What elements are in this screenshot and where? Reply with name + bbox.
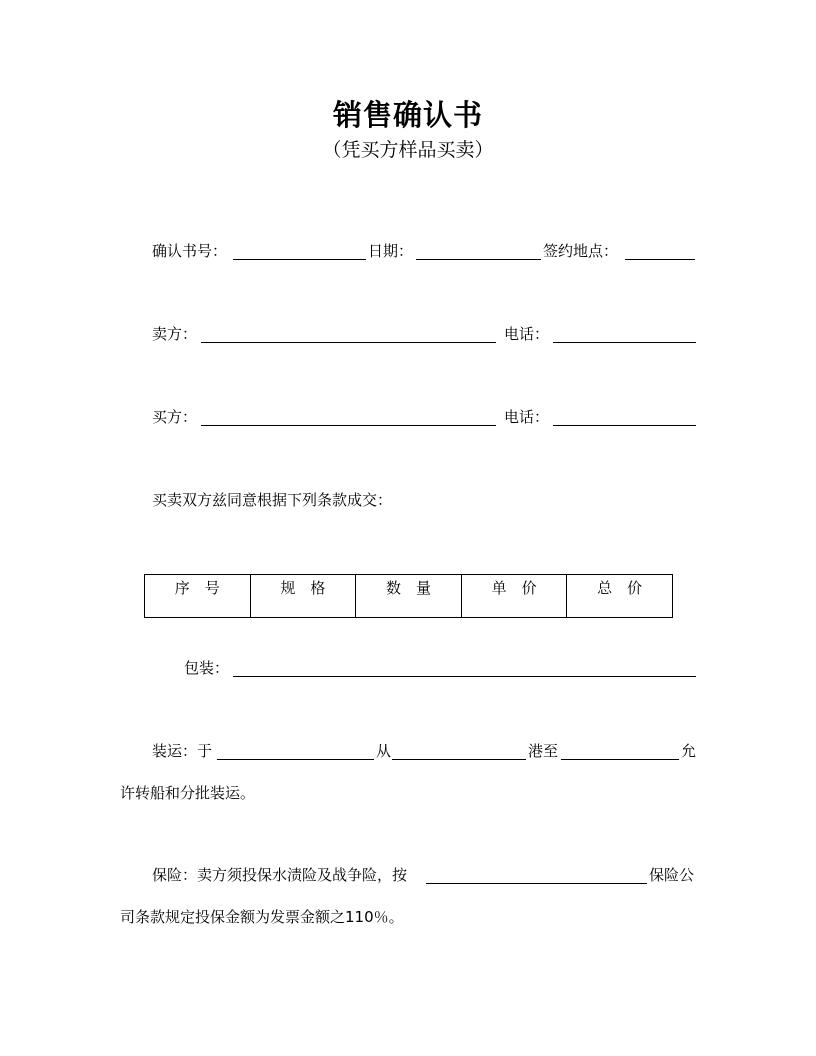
- buyer-phone-field[interactable]: [553, 425, 696, 426]
- goods-table: [144, 574, 673, 618]
- shipping-label: 装运：于: [152, 742, 213, 760]
- shipping-allow-text: 允: [681, 742, 697, 760]
- shipping-line2: 许转船和分批装运。: [120, 784, 256, 802]
- place-label: 签约地点：: [543, 242, 619, 260]
- place-field[interactable]: [625, 259, 695, 260]
- col-header-serial: 序 号: [145, 575, 251, 618]
- seller-phone-label: 电话：: [504, 325, 550, 343]
- shipping-from-text: 从: [376, 742, 392, 760]
- table-header-row: [145, 575, 673, 618]
- confirm-no-label: 确认书号：: [152, 242, 228, 260]
- packing-field[interactable]: [233, 676, 696, 677]
- confirm-no-field[interactable]: [233, 259, 366, 260]
- col-header-quantity: 数 量: [356, 575, 462, 618]
- col-header-unit-price: 单 价: [461, 575, 567, 618]
- shipping-to-text: 港至: [528, 742, 559, 760]
- agreement-text: 买卖双方兹同意根据下列条款成交：: [152, 491, 393, 509]
- insurance-line2: 司条款规定投保金额为发票金额之110％。: [120, 908, 404, 926]
- insurance-company-field[interactable]: [426, 883, 647, 884]
- buyer-phone-label: 电话：: [504, 408, 550, 426]
- insurance-label: 保险：卖方须投保水渍险及战争险，按: [152, 866, 408, 884]
- date-label: 日期：: [368, 242, 414, 260]
- date-field[interactable]: [416, 259, 541, 260]
- seller-field[interactable]: [201, 342, 496, 343]
- buyer-label: 买方：: [152, 408, 198, 426]
- shipping-from-field[interactable]: [392, 759, 526, 760]
- shipping-time-field[interactable]: [217, 759, 374, 760]
- insurance-company-text: 保险公: [649, 866, 695, 884]
- page-title: 销售确认书: [332, 98, 483, 132]
- packing-label: 包装：: [184, 659, 230, 677]
- seller-label: 卖方：: [152, 325, 198, 343]
- seller-phone-field[interactable]: [553, 342, 696, 343]
- buyer-field[interactable]: [201, 425, 496, 426]
- shipping-to-field[interactable]: [561, 759, 679, 760]
- col-header-spec: 规 格: [250, 575, 356, 618]
- page-subtitle: （凭买方样品买卖）: [322, 139, 494, 161]
- col-header-total-price: 总 价: [567, 575, 673, 618]
